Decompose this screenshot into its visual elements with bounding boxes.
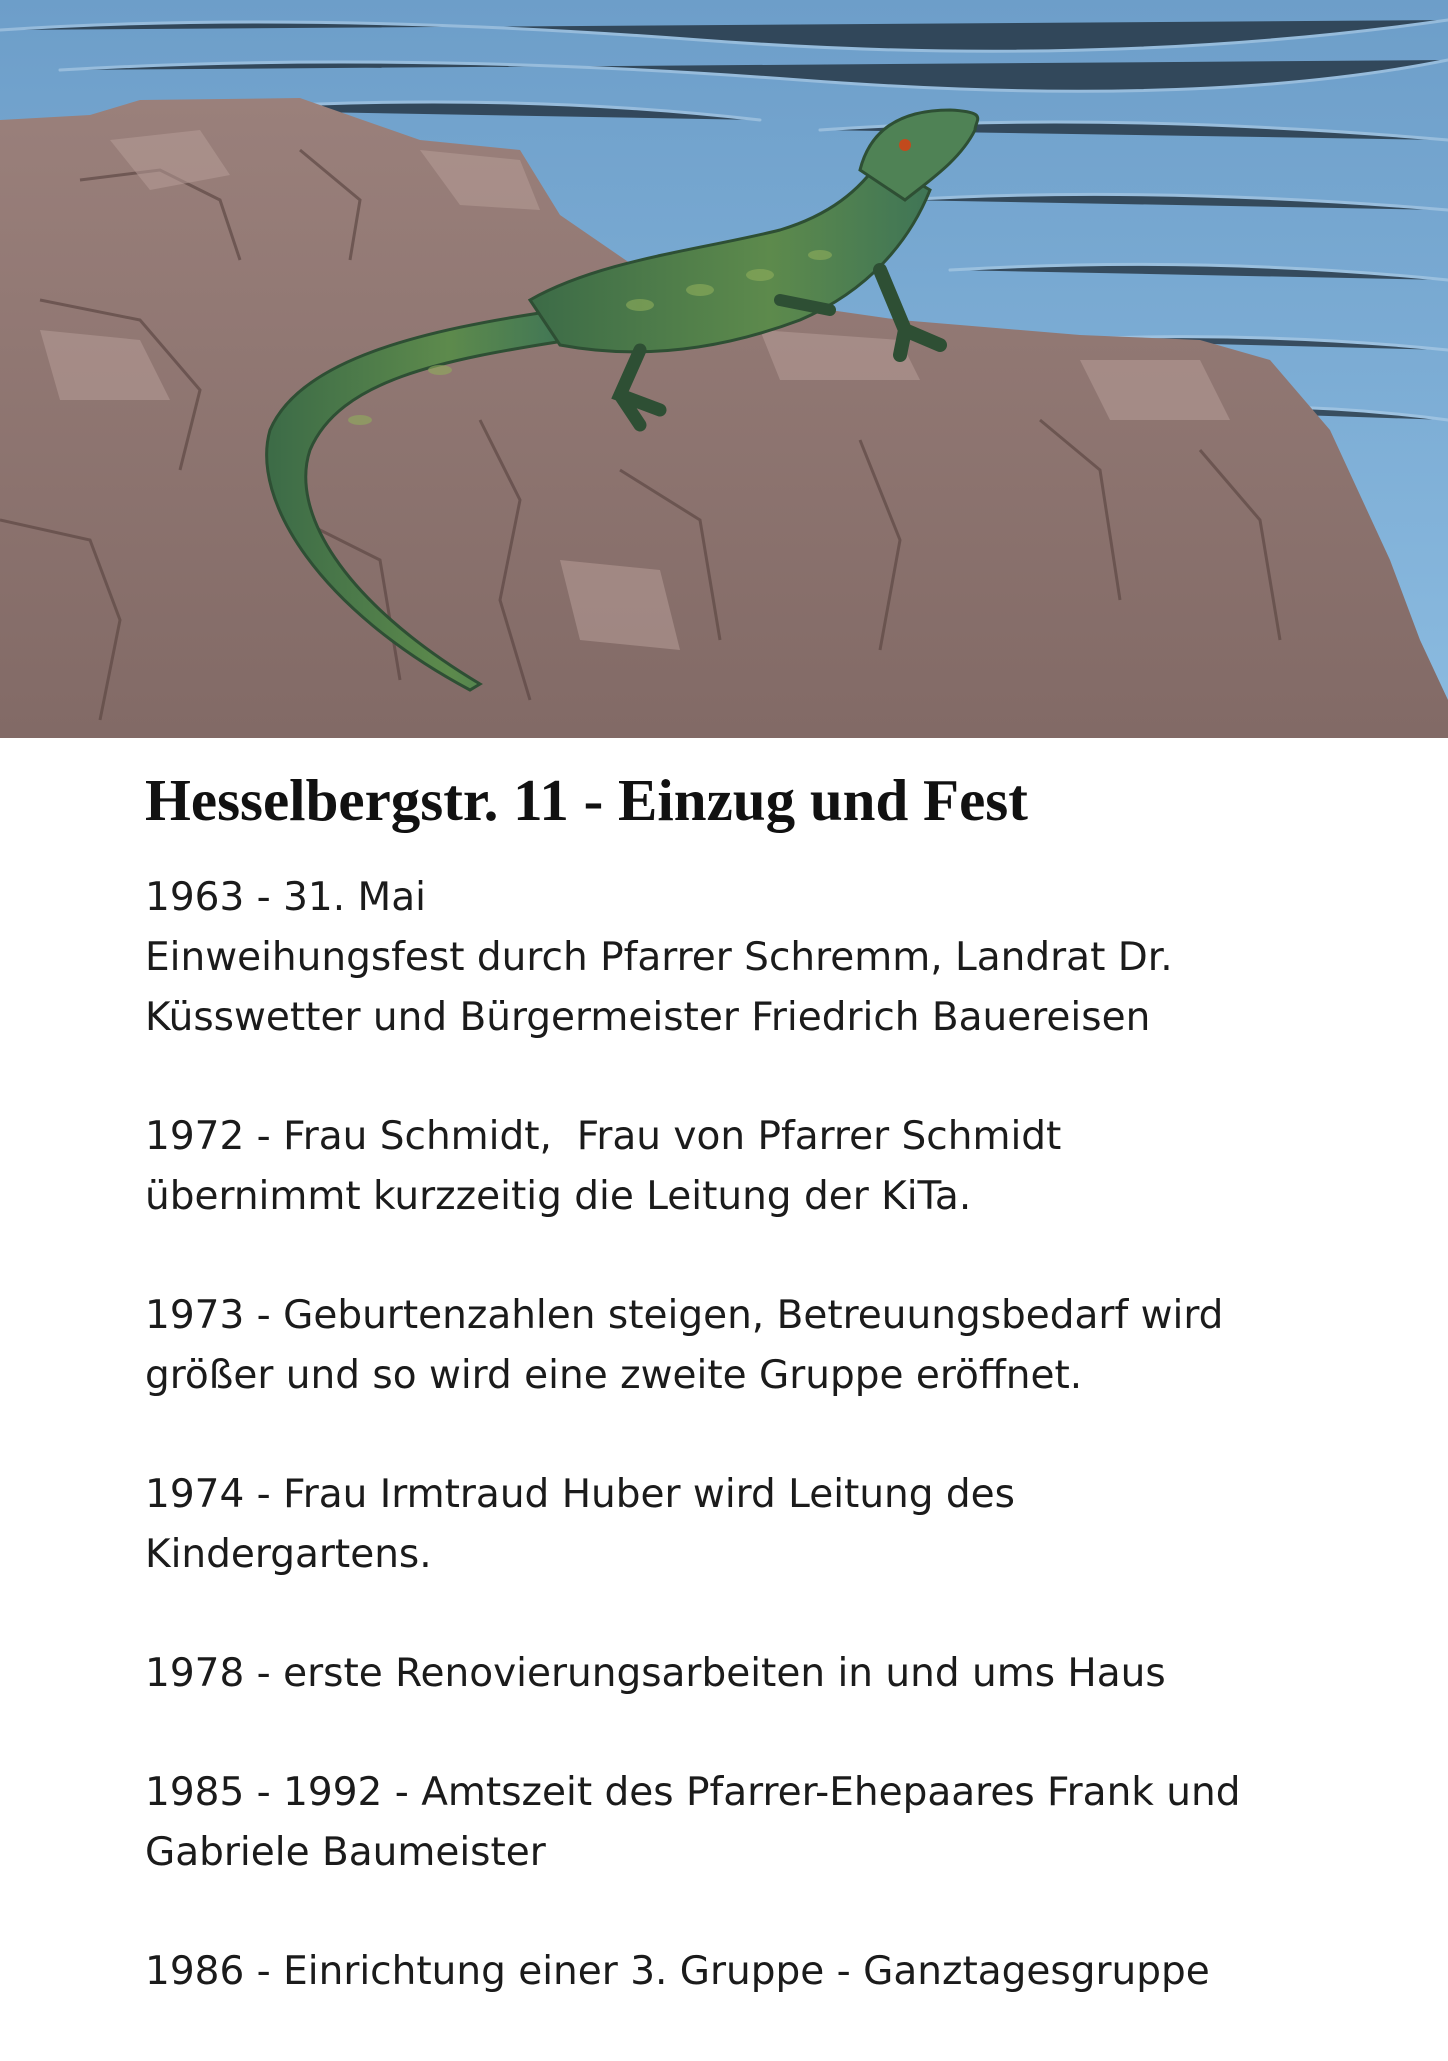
entry-line: übernimmt kurzzeitig die Leitung der KiTa. [145, 1174, 972, 1219]
entry-line: Kindergartens. [145, 1532, 432, 1577]
lizard-on-rock-painting [0, 0, 1448, 738]
entry-line: 1986 - Einrichtung einer 3. Gruppe - Ganztagesgruppe [145, 1949, 1210, 1994]
entry-line: 1974 - Frau Irmtraud Huber wird Leitung des [145, 1472, 1015, 1517]
timeline-entry-1973 [145, 1286, 1325, 1406]
timeline-entry-1963 [145, 868, 1325, 1048]
timeline-entry-1972 [145, 1107, 1325, 1227]
entry-line: 1963 - 31. Mai [145, 875, 426, 920]
page-body [145, 758, 1325, 2061]
entry-line: 1978 - erste Renovierungsarbeiten in und ums Haus [145, 1651, 1166, 1696]
entry-line: 1972 - Frau Schmidt, Frau von Pfarrer Schmidt [145, 1114, 1062, 1159]
entry-line: Gabriele Baumeister [145, 1830, 546, 1875]
header-illustration [0, 0, 1448, 738]
entry-line: Einweihungsfest durch Pfarrer Schremm, Landrat Dr. [145, 935, 1173, 980]
timeline-entry-1974 [145, 1465, 1325, 1585]
entry-line: größer und so wird eine zweite Gruppe eröffnet. [145, 1353, 1083, 1398]
timeline-entry-1986 [145, 1942, 1325, 2002]
entry-line: Küsswetter und Bürgermeister Friedrich Bauereisen [145, 995, 1151, 1040]
timeline-entry-1985 [145, 1763, 1325, 1883]
page-title: Hesselbergstr. 11 - Einzug und Fest [145, 767, 1028, 833]
entry-line: 1973 - Geburtenzahlen steigen, Betreuungsbedarf wird [145, 1293, 1224, 1338]
timeline-entry-1978 [145, 1644, 1325, 1704]
lizard-eye [899, 139, 911, 151]
entry-line: 1985 - 1992 - Amtszeit des Pfarrer-Ehepaares Frank und [145, 1770, 1241, 1815]
